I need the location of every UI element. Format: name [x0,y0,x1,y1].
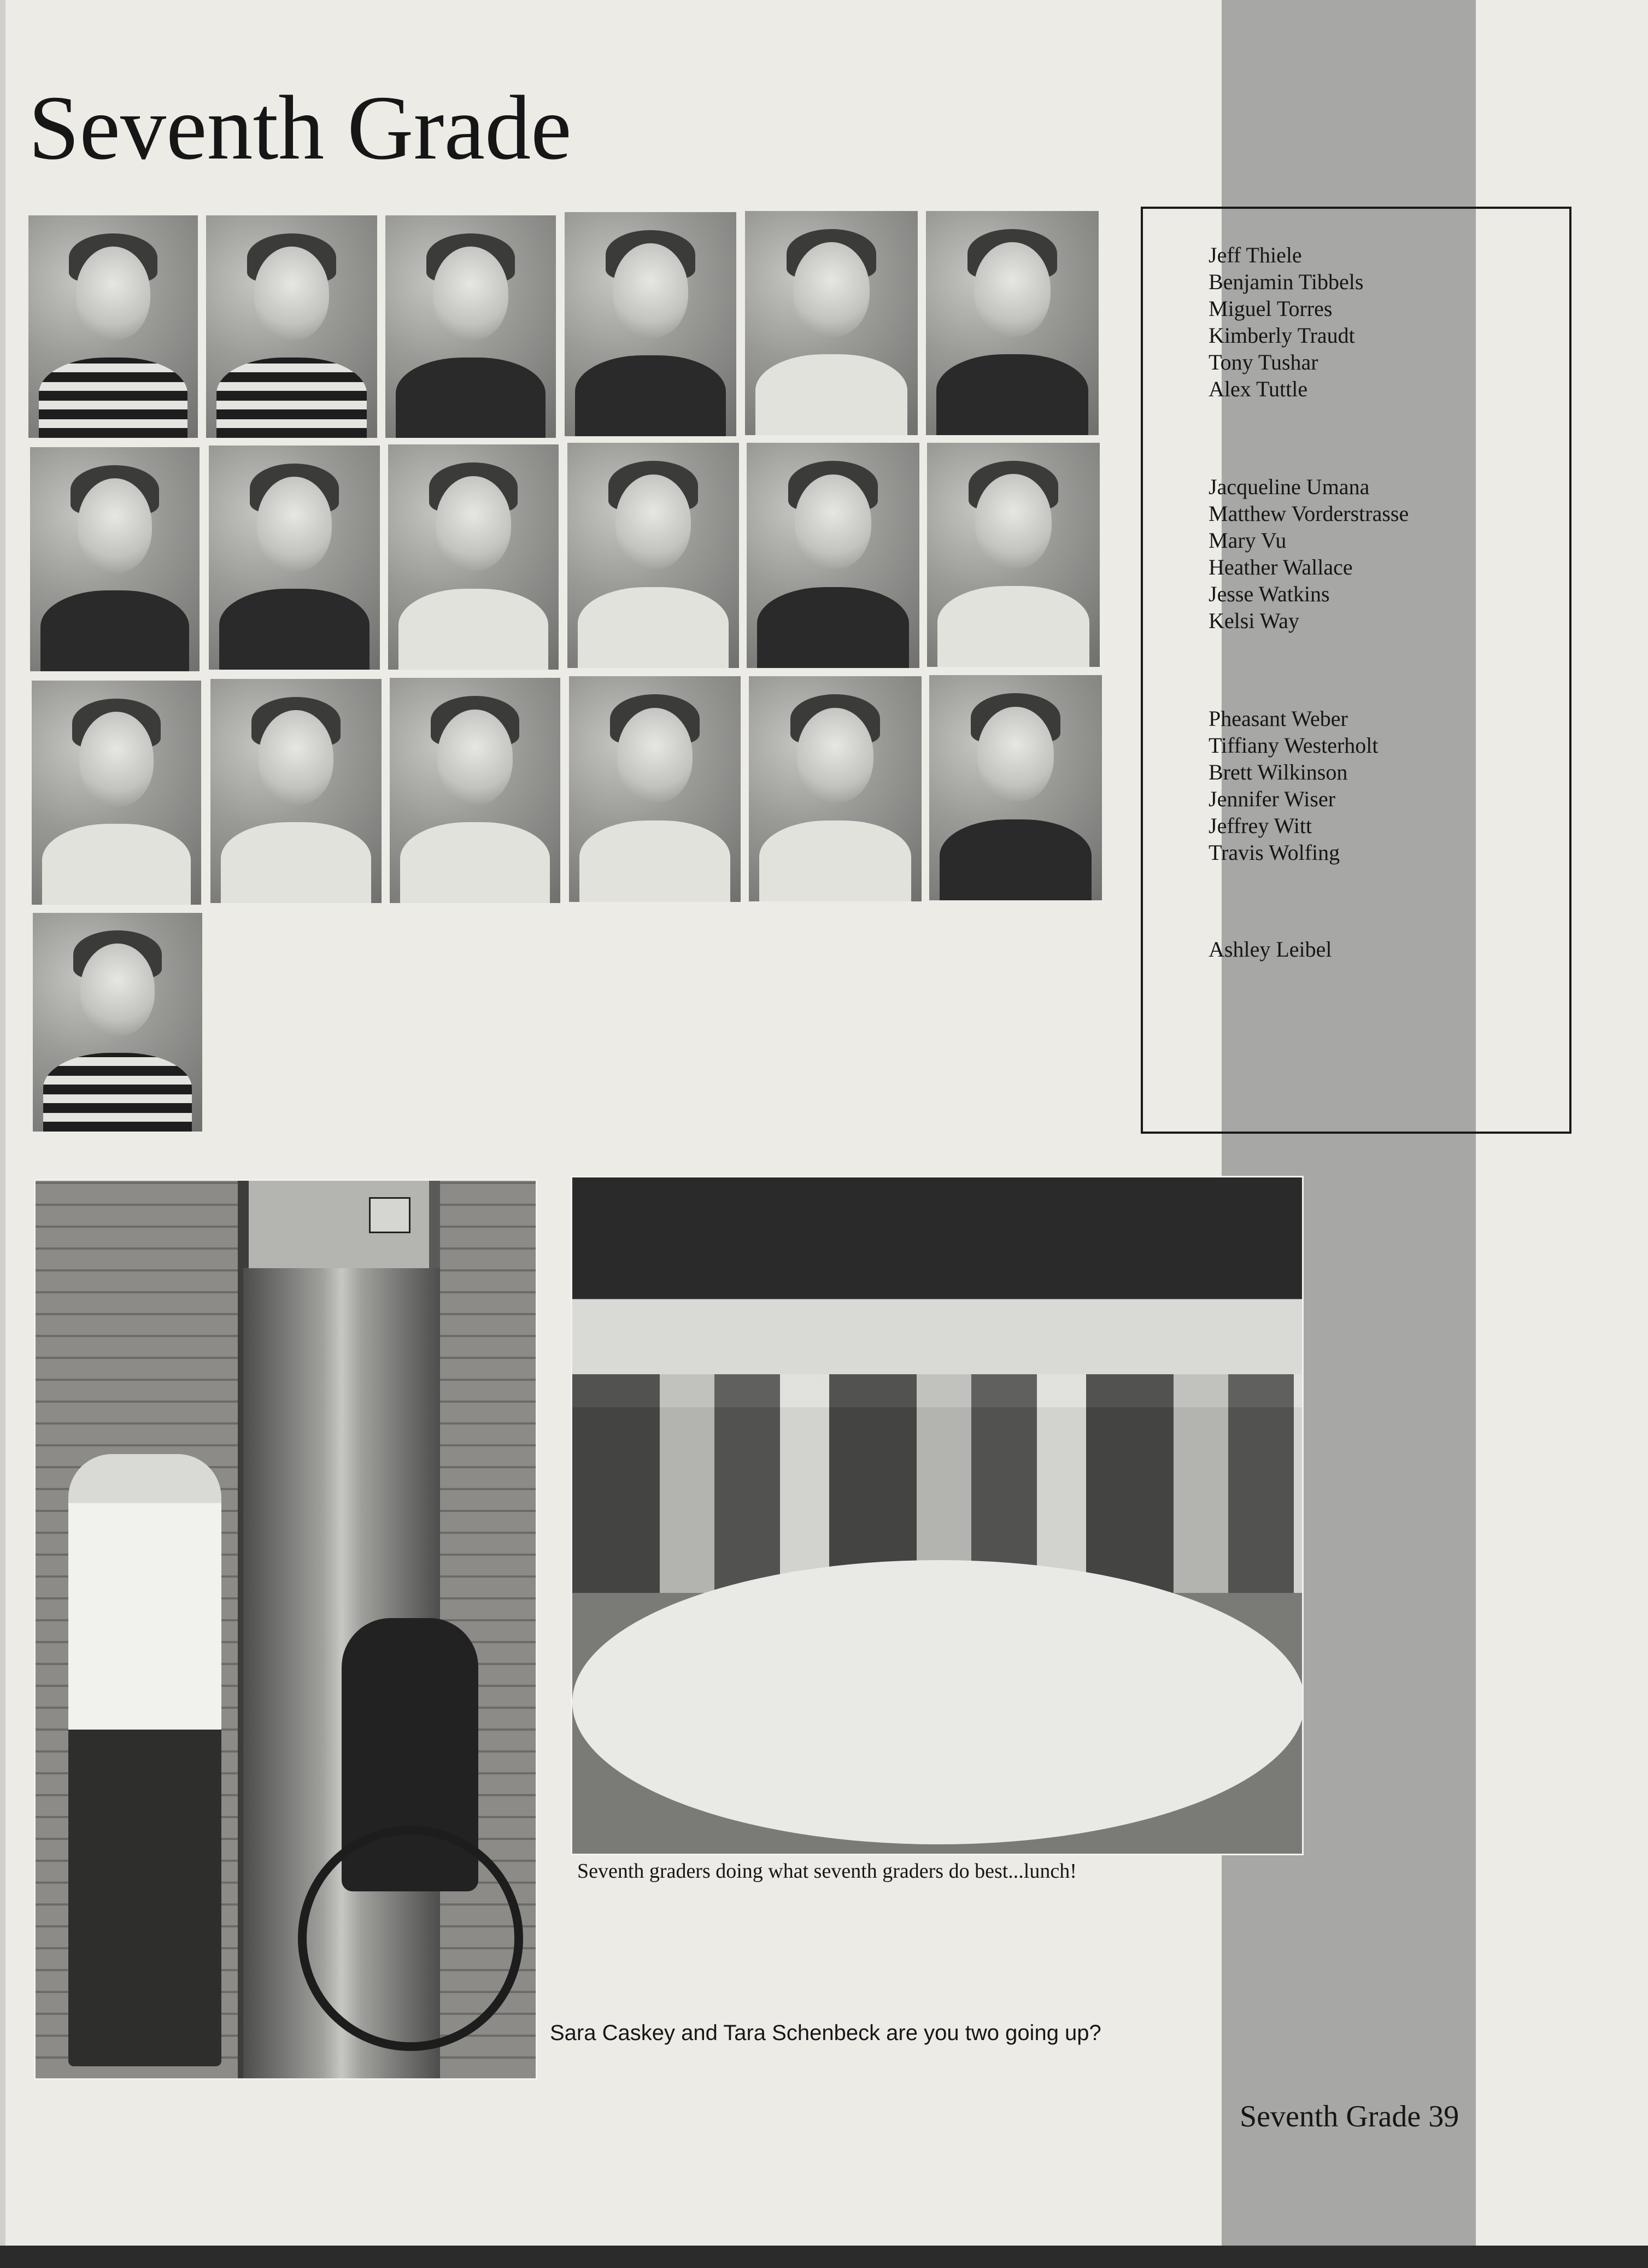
student-name: Heather Wallace [1209,555,1353,579]
portrait [206,215,377,438]
student-name: Pheasant Weber [1209,706,1348,731]
student-name: Alex Tuttle [1209,377,1308,401]
portrait [565,212,736,436]
student-name: Tony Tushar [1209,350,1318,374]
student-name: Jennifer Wiser [1209,787,1336,811]
portrait [388,444,559,670]
name-group [1209,242,1363,402]
portrait [569,676,741,902]
student-name: Jacqueline Umana [1209,474,1370,499]
student-name: Benjamin Tibbels [1209,269,1364,294]
portrait [33,913,202,1132]
student-name: Jeff Thiele [1209,243,1302,267]
scan-bottom-strip [0,2246,1648,2268]
student-name: Tiffiany Westerholt [1209,733,1379,758]
portrait [567,443,739,668]
page-footer: Seventh Grade 39 [1240,2100,1459,2134]
page-title: Seventh Grade [28,77,572,179]
portrait [390,678,560,903]
student-name: Mary Vu [1209,528,1287,553]
student-name: Jeffrey Witt [1209,813,1312,838]
student-name: Matthew Vorderstrasse [1209,501,1409,526]
portrait [28,215,198,438]
lunch-photo [571,1176,1304,1855]
elevator-caption: Sara Caskey and Tara Schenbeck are you two going up? [550,2021,1101,2045]
elevator-photo [34,1179,537,2080]
portrait [30,447,200,671]
names-box [1141,207,1571,1134]
portrait [747,443,919,668]
portrait [209,446,380,670]
portrait [745,211,918,435]
student-name: Brett Wilkinson [1209,760,1348,784]
portrait [927,443,1100,667]
portrait [749,676,922,901]
portrait [210,679,382,903]
portrait [929,675,1102,900]
portrait [926,211,1099,435]
student-name: Kelsi Way [1209,608,1300,633]
student-name: Ashley Leibel [1209,937,1332,962]
name-group [1209,473,1409,634]
portrait [32,681,201,905]
binding-edge [0,0,5,2268]
lunch-caption: Seventh graders doing what seventh graders do best...lunch! [577,1860,1077,1883]
student-name: Jesse Watkins [1209,582,1330,606]
name-group [1209,705,1379,866]
student-name: Travis Wolfing [1209,840,1340,865]
name-group [1209,936,1332,963]
exit-sign-icon [369,1197,410,1233]
student-name: Kimberly Traudt [1209,323,1355,348]
portrait [385,215,556,438]
student-name: Miguel Torres [1209,296,1333,321]
